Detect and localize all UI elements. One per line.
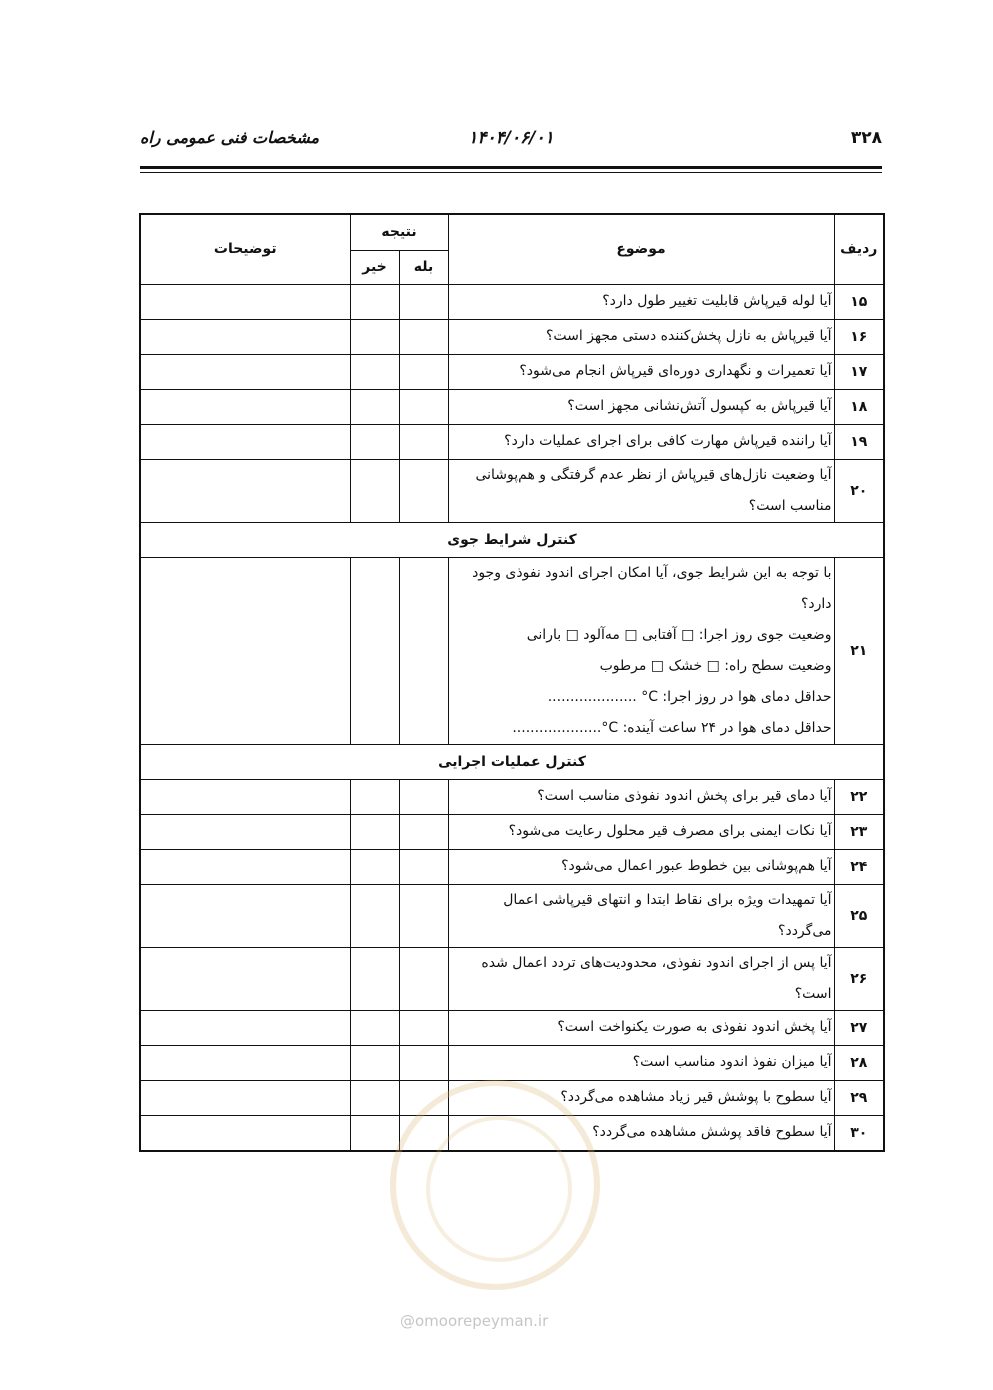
no-cell[interactable] bbox=[350, 424, 399, 459]
row-subject-weather bbox=[448, 557, 834, 744]
notes-cell[interactable] bbox=[140, 849, 350, 884]
yes-cell[interactable] bbox=[399, 354, 448, 389]
row-number: ۲۳ bbox=[834, 814, 884, 849]
notes-cell[interactable] bbox=[140, 884, 350, 947]
row-subject: آیا لوله قیرپاش قابلیت تغییر طول دارد؟ bbox=[448, 284, 834, 319]
yes-cell[interactable] bbox=[399, 389, 448, 424]
notes-cell[interactable] bbox=[140, 1010, 350, 1045]
row-number: ۱۶ bbox=[834, 319, 884, 354]
yes-cell[interactable] bbox=[399, 284, 448, 319]
weather-question: با توجه به این شرایط جوی، آیا امکان اجرای اندود نفوذی وجود دارد؟ bbox=[472, 564, 832, 612]
row-subject: آیا سطوح با پوشش قیر زیاد مشاهده می‌گردد؟ bbox=[448, 1080, 834, 1115]
no-cell[interactable] bbox=[350, 849, 399, 884]
yes-cell[interactable] bbox=[399, 814, 448, 849]
notes-cell[interactable] bbox=[140, 389, 350, 424]
row-number: ۲۵ bbox=[834, 884, 884, 947]
row-subject: آیا تعمیرات و نگهداری دوره‌ای قیرپاش انجام می‌شود؟ bbox=[448, 354, 834, 389]
yes-cell[interactable] bbox=[399, 884, 448, 947]
notes-cell[interactable] bbox=[140, 1045, 350, 1080]
row-subject: آیا پخش اندود نفوذی به صورت یکنواخت است؟ bbox=[448, 1010, 834, 1045]
row-number: ۱۸ bbox=[834, 389, 884, 424]
notes-cell[interactable] bbox=[140, 319, 350, 354]
header-yes: بله bbox=[399, 250, 448, 284]
row-subject: آیا قیرپاش به نازل پخش‌کننده دستی مجهز است؟ bbox=[448, 319, 834, 354]
row-subject: آیا قیرپاش به کپسول آتش‌نشانی مجهز است؟ bbox=[448, 389, 834, 424]
row-number: ۲۲ bbox=[834, 779, 884, 814]
page-number: ۳۲۸ bbox=[850, 128, 882, 148]
no-cell[interactable] bbox=[350, 389, 399, 424]
document-title: مشخصات فنی عمومی راه bbox=[140, 128, 320, 147]
row-subject: آیا سطوح فاقد پوشش مشاهده می‌گردد؟ bbox=[448, 1115, 834, 1151]
yes-cell[interactable] bbox=[399, 849, 448, 884]
row-subject: آیا پس از اجرای اندود نفوذی، محدودیت‌های تردد اعمال شده است؟ bbox=[448, 947, 834, 1010]
row-number: ۲۹ bbox=[834, 1080, 884, 1115]
row-subject: آیا وضعیت نازل‌های قیرپاش از نظر عدم گرفتگی و هم‌پوشانی مناسب است؟ bbox=[448, 459, 834, 522]
no-cell[interactable] bbox=[350, 459, 399, 522]
weather-condition-line: وضعیت جوی روز اجرا: □ آفتابی □ مه‌آلود □ بارانی bbox=[526, 626, 832, 643]
notes-cell[interactable] bbox=[140, 1115, 350, 1151]
notes-cell[interactable] bbox=[140, 814, 350, 849]
notes-cell[interactable] bbox=[140, 424, 350, 459]
row-subject: آیا هم‌پوشانی بین خطوط عبور اعمال می‌شود؟ bbox=[448, 849, 834, 884]
yes-cell[interactable] bbox=[399, 779, 448, 814]
row-number: ۲۴ bbox=[834, 849, 884, 884]
no-cell[interactable] bbox=[350, 947, 399, 1010]
header-rule-thick bbox=[140, 166, 882, 169]
no-cell[interactable] bbox=[350, 1080, 399, 1115]
yes-cell[interactable] bbox=[399, 1010, 448, 1045]
notes-cell[interactable] bbox=[140, 284, 350, 319]
row-number: ۲۰ bbox=[834, 459, 884, 522]
header-result: نتیجه bbox=[350, 214, 448, 250]
page-header bbox=[140, 128, 882, 158]
row-subject: آیا راننده قیرپاش مهارت کافی برای اجرای عملیات دارد؟ bbox=[448, 424, 834, 459]
notes-cell[interactable] bbox=[140, 947, 350, 1010]
header-row-number: ردیف bbox=[834, 214, 884, 284]
no-cell[interactable] bbox=[350, 319, 399, 354]
notes-cell[interactable] bbox=[140, 1080, 350, 1115]
row-number: ۱۹ bbox=[834, 424, 884, 459]
row-number: ۲۸ bbox=[834, 1045, 884, 1080]
section-heading-operations: کنترل عملیات اجرایی bbox=[140, 744, 884, 779]
no-cell[interactable] bbox=[350, 1010, 399, 1045]
road-surface-line: وضعیت سطح راه: □ خشک □ مرطوب bbox=[599, 657, 832, 674]
header-notes: توضیحات bbox=[140, 214, 350, 284]
yes-cell[interactable] bbox=[399, 947, 448, 1010]
row-subject: آیا دمای قیر برای پخش اندود نفوذی مناسب است؟ bbox=[448, 779, 834, 814]
row-number: ۳۰ bbox=[834, 1115, 884, 1151]
row-subject: آیا تمهیدات ویژه برای نقاط ابتدا و انتهای قیرپاشی اعمال می‌گردد؟ bbox=[448, 884, 834, 947]
section-heading-weather: کنترل شرایط جوی bbox=[140, 522, 884, 557]
no-cell[interactable] bbox=[350, 884, 399, 947]
yes-cell[interactable] bbox=[399, 459, 448, 522]
row-subject: آیا نکات ایمنی برای مصرف قیر محلول رعایت می‌شود؟ bbox=[448, 814, 834, 849]
watermark-seal bbox=[390, 1080, 600, 1290]
yes-cell[interactable] bbox=[399, 424, 448, 459]
document-date: ۱۴۰۴/۰۶/۰۱ bbox=[468, 128, 554, 148]
no-cell[interactable] bbox=[350, 814, 399, 849]
no-cell[interactable] bbox=[350, 354, 399, 389]
row-number: ۲۷ bbox=[834, 1010, 884, 1045]
no-cell[interactable] bbox=[350, 284, 399, 319]
no-cell[interactable] bbox=[350, 779, 399, 814]
notes-cell[interactable] bbox=[140, 779, 350, 814]
row-number: ۱۵ bbox=[834, 284, 884, 319]
notes-cell[interactable] bbox=[140, 354, 350, 389]
row-subject: آیا میزان نفوذ اندود مناسب است؟ bbox=[448, 1045, 834, 1080]
no-cell[interactable] bbox=[350, 1045, 399, 1080]
no-cell[interactable] bbox=[350, 557, 399, 744]
row-number: ۱۷ bbox=[834, 354, 884, 389]
row-number: ۲۶ bbox=[834, 947, 884, 1010]
watermark-text: @omoorepeyman.ir bbox=[400, 1312, 549, 1330]
yes-cell[interactable] bbox=[399, 557, 448, 744]
header-no: خیر bbox=[350, 250, 399, 284]
min-temp-24h-line: حداقل دمای هوا در ۲۴ ساعت آینده: C°.................... bbox=[512, 719, 832, 736]
yes-cell[interactable] bbox=[399, 319, 448, 354]
checklist-table bbox=[139, 213, 885, 1152]
no-cell[interactable] bbox=[350, 1115, 399, 1151]
notes-cell[interactable] bbox=[140, 459, 350, 522]
min-temp-day-line: حداقل دمای هوا در روز اجرا: C° .................... bbox=[547, 688, 832, 705]
header-rule-thin bbox=[140, 172, 882, 173]
yes-cell[interactable] bbox=[399, 1045, 448, 1080]
row-number: ۲۱ bbox=[834, 557, 884, 744]
header-subject: موضوع bbox=[448, 214, 834, 284]
notes-cell[interactable] bbox=[140, 557, 350, 744]
